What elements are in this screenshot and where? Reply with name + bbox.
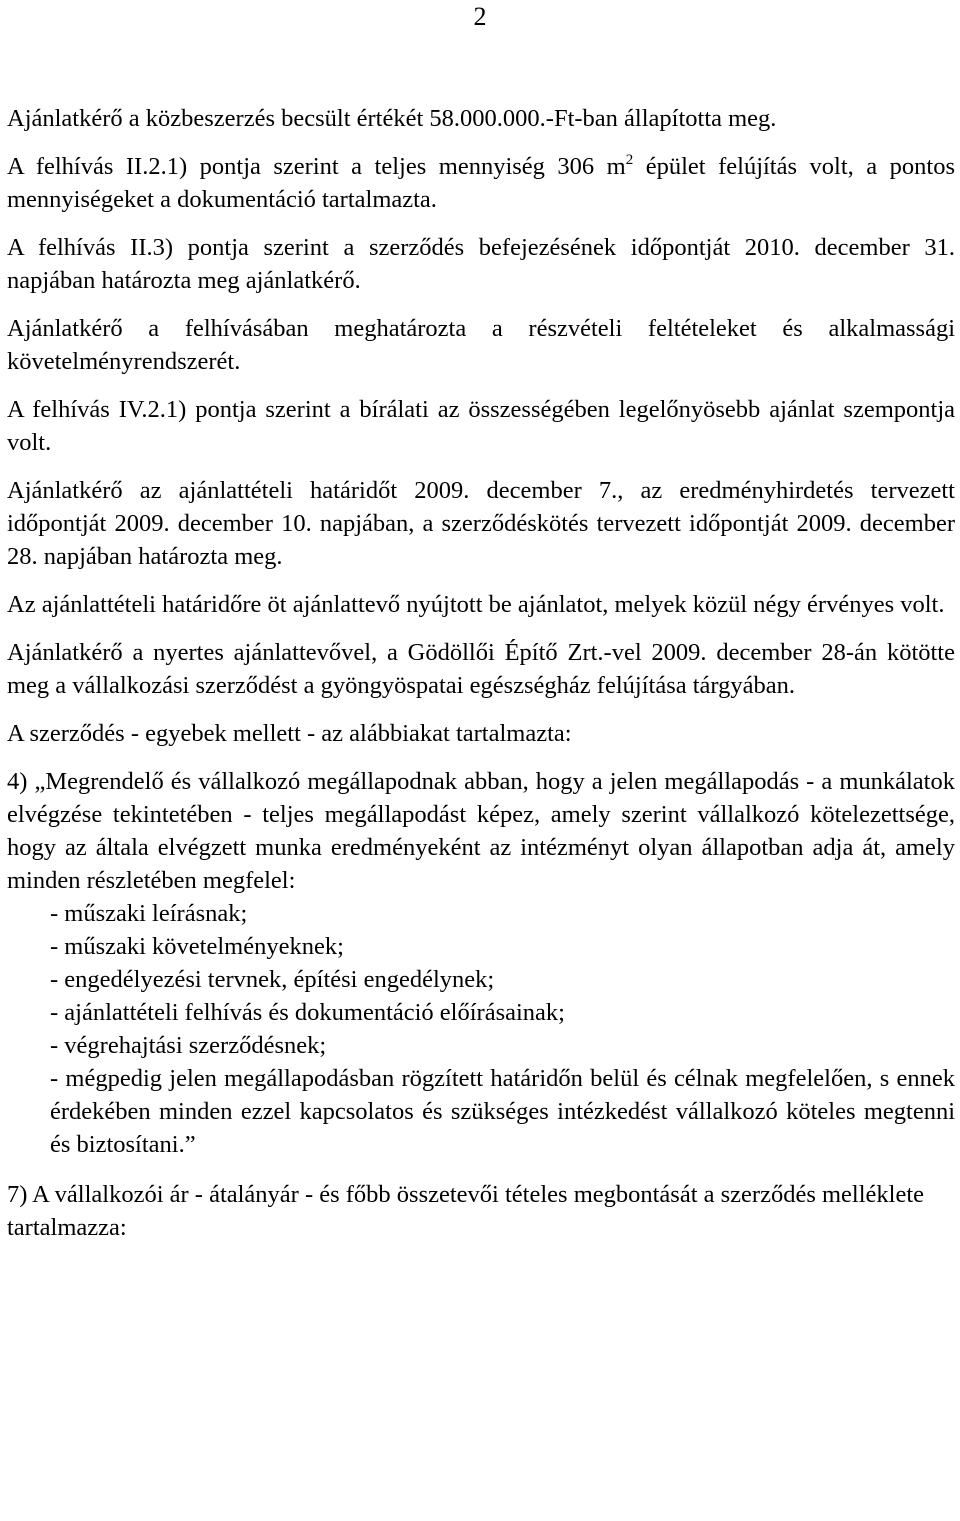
paragraph-contract: Ajánlatkérő a nyertes ajánlattevővel, a Gödöllői Építő Zrt.-vel 2009. december 28-án kötötte meg a vállalkozási szerződést a gyöngyöspatai egészségház felújítása tárgyában. <box>7 639 955 699</box>
paragraph-dates: Ajánlatkérő az ajánlattételi határidőt 2009. december 7., az eredményhirdetés tervezett időpontját 2009. december 10. napjában, a szerződéskötés tervezett időpontját 2009. december 28. napjában határozta meg. <box>7 477 955 570</box>
paragraph-evaluation: A felhívás IV.2.1) pontja szerint a bírálati az összességében legelőnyösebb ajánlat szempontja volt. <box>7 396 955 456</box>
list-item: - mégpedig jelen megállapodásban rögzített határidőn belül és célnak megfelelően, s ennek érdekében minden ezzel kapcsolatos és szükséges intézkedést vállalkozó köteles megtenni és biztosítani.” <box>50 1065 955 1158</box>
paragraph-deadline: A felhívás II.3) pontja szerint a szerződés befejezésének időpontját 2010. december 31. napjában határozta meg ajánlatkérő. <box>7 234 955 294</box>
list-item: - műszaki leírásnak; <box>50 900 248 927</box>
paragraph-quantity <box>7 150 955 216</box>
paragraph-contract-contents: A szerződés - egyebek mellett - az alábbiakat tartalmazta: <box>7 720 572 747</box>
page-number: 2 <box>473 2 487 31</box>
paragraph-clause-7: 7) A vállalkozói ár - átalányár - és főbb összetevői tételes megbontását a szerződés melléklete tartalmazza: <box>7 1181 925 1241</box>
paragraph-clause-4: 4) „Megrendelő és vállalkozó megállapodnak abban, hogy a jelen megállapodás - a munkálatok elvégzése tekintetében - teljes megállapodást képez, amely szerint vállalkozó kötelezettsége, hogy az általa elvégzett munka eredményeként az intézményt olyan állapotban adja át, amely minden részletében megfelel: <box>7 768 955 894</box>
list-item: - ajánlattételi felhívás és dokumentáció előírásainak; <box>50 999 565 1026</box>
superscript-square: 2 <box>625 151 634 168</box>
paragraph-estimated-value: Ajánlatkérő a közbeszerzés becsült értékét 58.000.000.-Ft-ban állapította meg. <box>7 105 777 132</box>
list-item: - végrehajtási szerződésnek; <box>50 1032 327 1059</box>
paragraph-quantity-text-cont: épület felújítás volt, a pontos mennyiségeket a dokumentáció tartalmazta. <box>7 153 955 213</box>
list-item: - engedélyezési tervnek, építési engedélynek; <box>50 966 495 993</box>
paragraph-conditions: Ajánlatkérő a felhívásában meghatározta a részvételi feltételeket és alkalmassági követelményrendszerét. <box>7 315 955 375</box>
paragraph-bids: Az ajánlattételi határidőre öt ajánlattevő nyújtott be ajánlatot, melyek közül négy érvényes volt. <box>7 591 945 618</box>
document-body <box>7 102 955 1259</box>
paragraph-quantity-text: A felhívás II.2.1) pontja szerint a teljes mennyiség 306 m <box>7 153 626 180</box>
requirements-list <box>7 897 955 1161</box>
list-item: - műszaki követelményeknek; <box>50 933 344 960</box>
